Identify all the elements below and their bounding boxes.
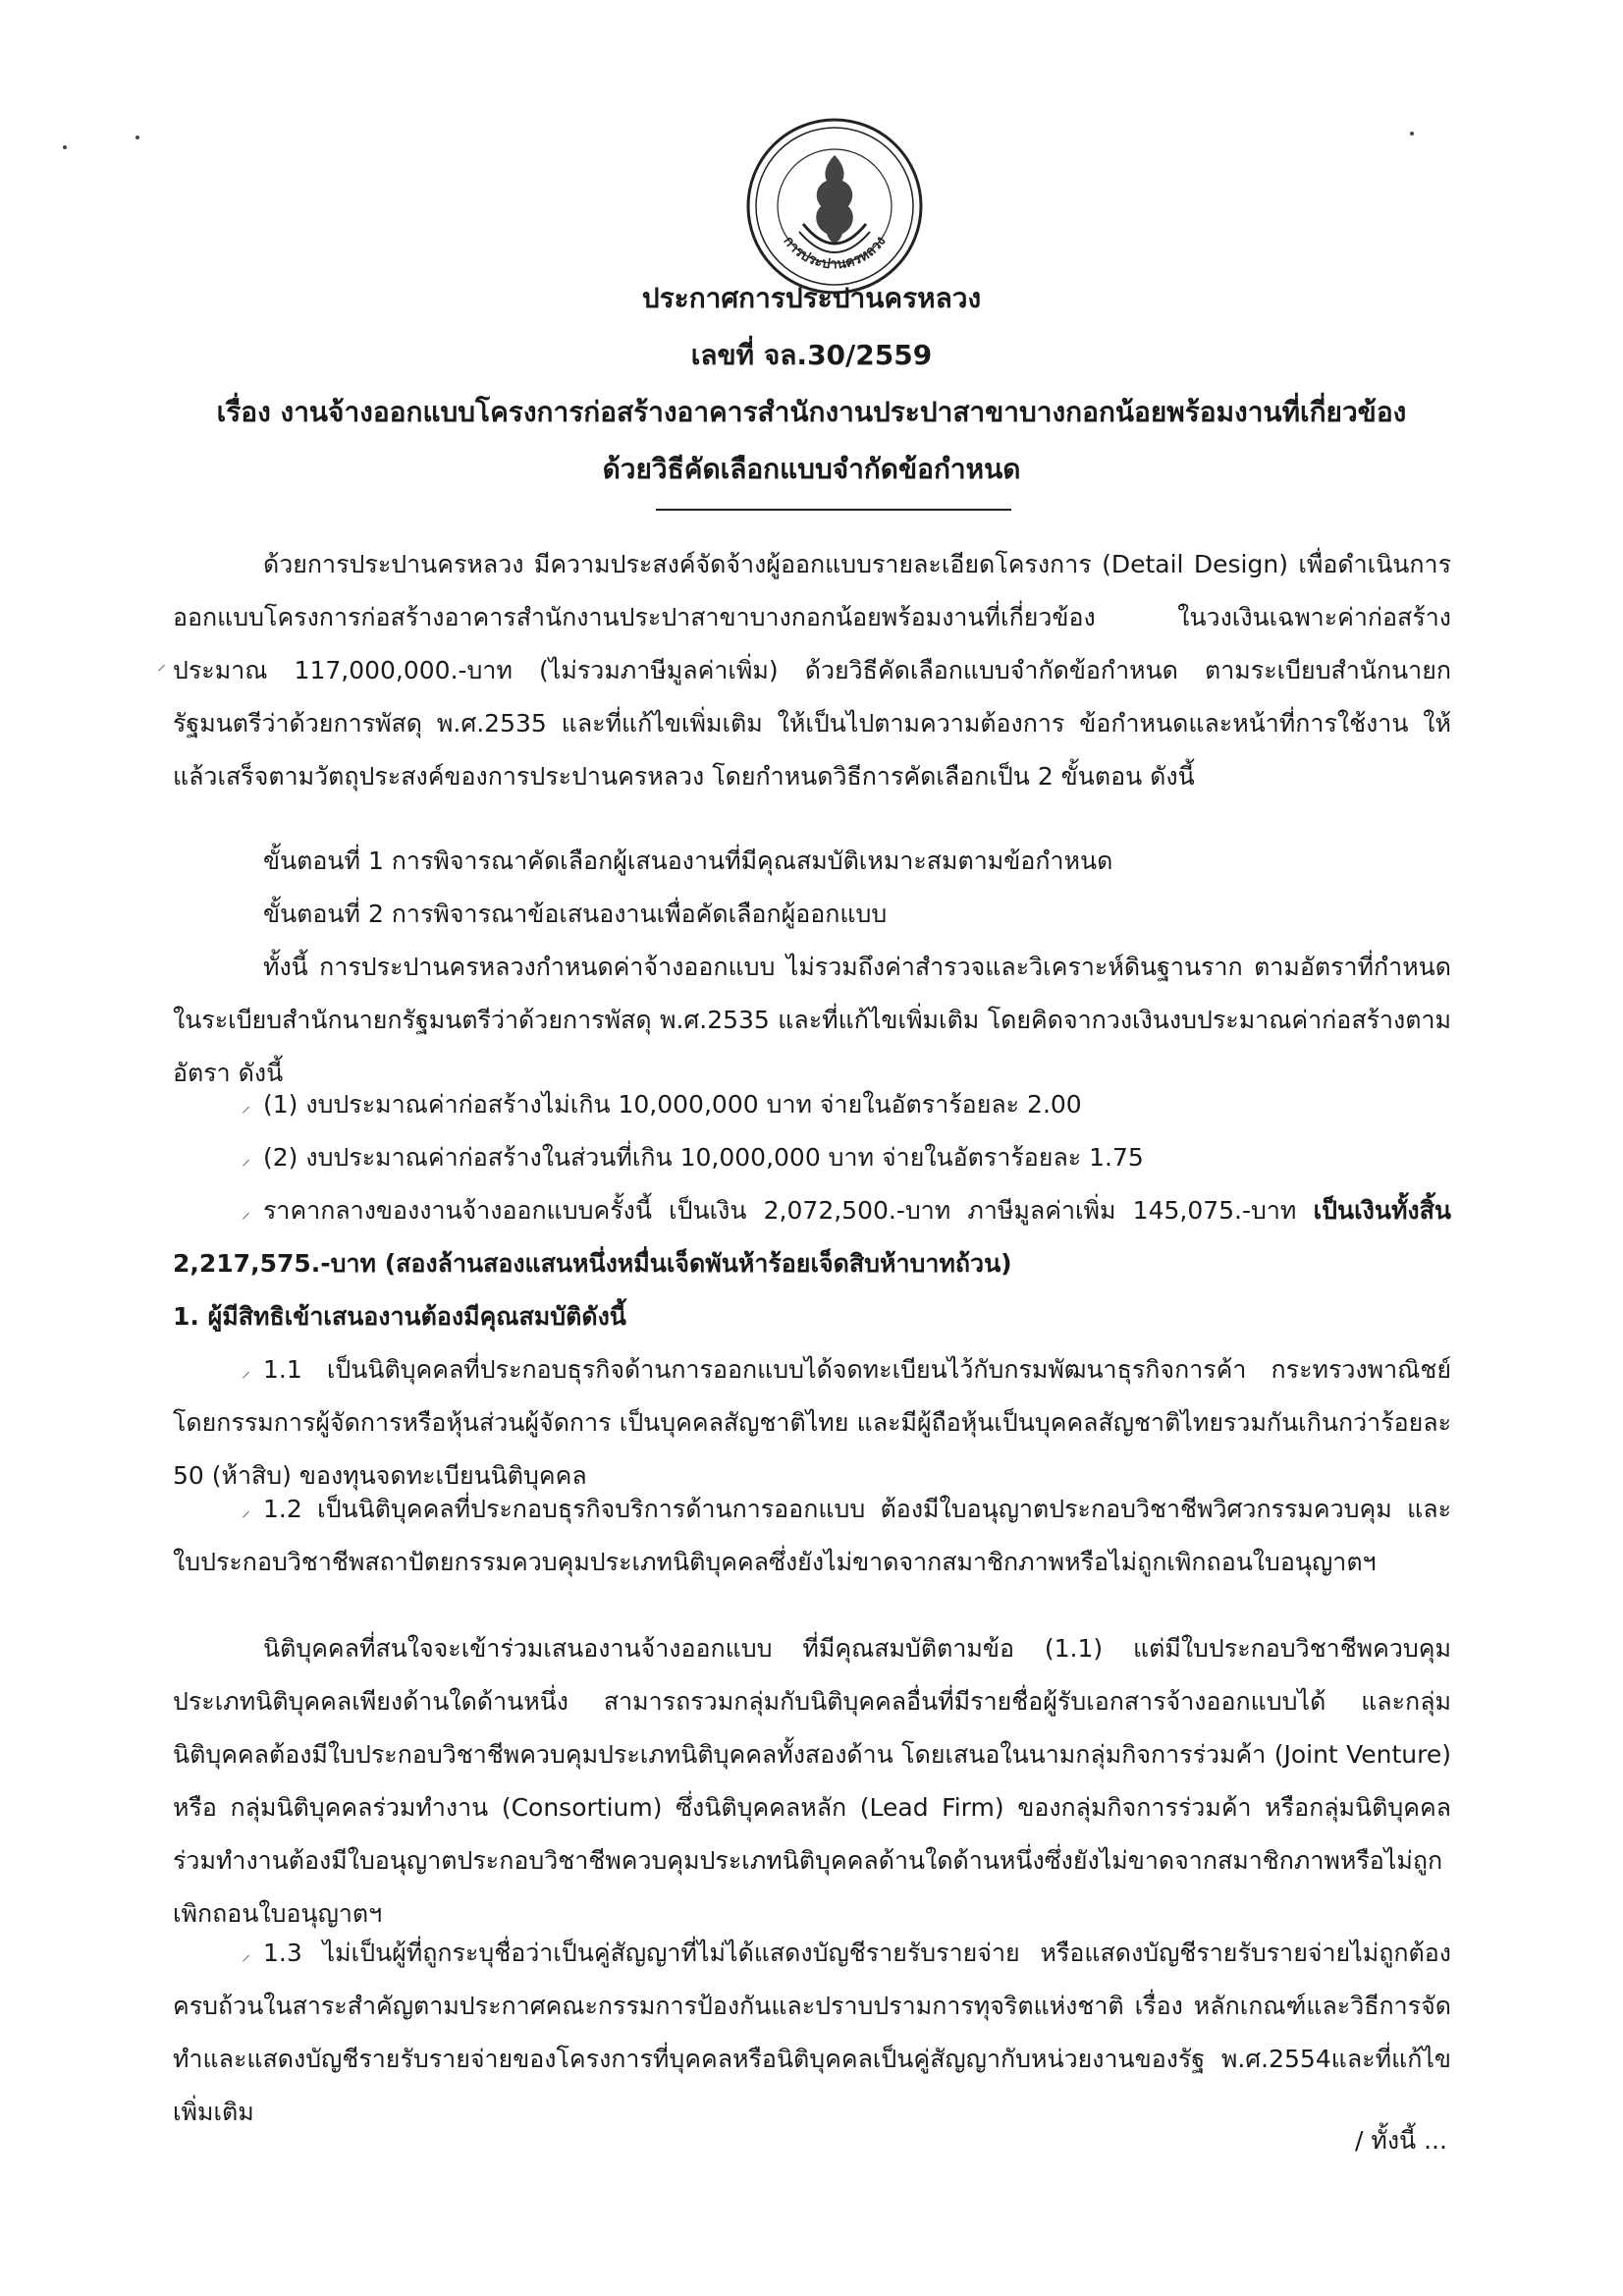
review-tick-mark: ⸝ <box>242 1944 250 1965</box>
fee-rate-1: (1) งบประมาณค่าก่อสร้างไม่เกิน 10,000,000 บาท จ่ายในอัตราร้อยละ 2.00 <box>263 1090 1082 1119</box>
review-tick-mark: ⸝ <box>157 654 166 675</box>
fee-rate-2: (2) งบประมาณค่าก่อสร้างในส่วนที่เกิน 10,000,000 บาท จ่ายในอัตราร้อยละ 1.75 <box>263 1143 1144 1172</box>
qualification-1-1: 1.1 เป็นนิติบุคคลที่ประกอบธุรกิจด้านการออกแบบได้จดทะเบียนไว้กับกรมพัฒนาธุรกิจการค้า กระทรวงพาณิชย์ โดยกรรมการผู้จัดการหรือหุ้นส่วนผู้จัดการ เป็นบุคคลสัญชาติไทย และมีผู้ถือหุ้นเป็นบุคคลสัญชาติไทยรวมกันเกินกว่าร้อยละ 50 (ห้าสิบ) ของทุนจดทะเบียนนิติบุคคล <box>173 1355 1451 1490</box>
scan-speck <box>63 145 67 149</box>
step-1-text: ขั้นตอนที่ 1 การพิจารณาคัดเลือกผู้เสนองานที่มีคุณสมบัติเหมาะสมตามข้อกำหนด <box>263 847 1113 875</box>
svg-text:การประปานครหลวง: การประปานครหลวง <box>780 233 890 273</box>
continuation-marker: / ทั้งนี้ ... <box>1355 2126 1447 2155</box>
qualification-1-2: 1.2 เป็นนิติบุคคลที่ประกอบธุรกิจบริการด้านการออกแบบ ต้องมีใบอนุญาตประกอบวิชาชีพวิศวกรรมควบคุม และใบประกอบวิชาชีพสถาปัตยกรรมควบคุมประเภทนิติบุคคลซึ่งยังไม่ขาดจากสมาชิกภาพหรือไม่ถูกเพิกถอนใบอนุญาตฯ <box>173 1495 1451 1576</box>
intro-paragraph: ด้วยการประปานครหลวง มีความประสงค์จัดจ้างผู้ออกแบบรายละเอียดโครงการ (Detail Design) เพื่อดำเนินการออกแบบโครงการก่อสร้างอาคารสำนักงานประปาสาขาบางกอกน้อยพร้อมงานที่เกี่ยวข้อง ในวงเงินเฉพาะค่าก่อสร้างประมาณ 117,000,000.-บาท (ไม่รวมภาษีมูลค่าเพิ่ม) ด้วยวิธีคัดเลือกแบบจำกัดข้อกำหนด ตามระเบียบสำนักนายกรัฐมนตรีว่าด้วยการพัสดุ พ.ศ.2535 และที่แก้ไขเพิ่มเติม ให้เป็นไปตามความต้องการ ข้อกำหนดและหน้าที่การใช้งาน ให้แล้วเสร็จตามวัตถุประสงค์ของการประปานครหลวง โดยกำหนดวิธีการคัดเลือกเป็น 2 ขั้นตอน ดังนี้ <box>173 550 1451 791</box>
title-divider <box>656 509 1011 511</box>
announcement-agency: ประกาศการประปานครหลวง <box>641 282 982 314</box>
review-tick-mark: ⸝ <box>242 1149 250 1170</box>
section-1-title: 1. ผู้มีสิทธิเข้าเสนองานต้องมีคุณสมบัติดังนี้ <box>173 1302 626 1331</box>
announcement-number: เลขที่ จล.30/2559 <box>690 339 933 371</box>
scan-speck <box>135 136 139 139</box>
total-price-text: เป็นเงินทั้งสิ้น 2,217,575.-บาท (สองล้านสองแสนหนึ่งหมื่นเจ็ดพันห้าร้อยเจ็ดสิบห้าบาทถ้วน) <box>173 1196 1451 1278</box>
median-price-text: ราคากลางของงานจ้างออกแบบครั้งนี้ เป็นเงิน 2,072,500.-บาท ภาษีมูลค่าเพิ่ม 145,075.-บาท <box>263 1196 1314 1225</box>
design-fee-note: ทั้งนี้ การประปานครหลวงกำหนดค่าจ้างออกแบบ ไม่รวมถึงค่าสำรวจและวิเคราะห์ดินฐานราก ตามอัตราที่กำหนดในระเบียบสำนักนายกรัฐมนตรีว่าด้วยการพัสดุ พ.ศ.2535 และที่แก้ไขเพิ่มเติม โดยคิดจากวงเงินงบประมาณค่าก่อสร้างตามอัตรา ดังนี้ <box>173 953 1451 1087</box>
step-2-text: ขั้นตอนที่ 2 การพิจารณาข้อเสนองานเพื่อคัดเลือกผู้ออกแบบ <box>263 900 888 928</box>
review-tick-mark: ⸝ <box>242 1202 250 1223</box>
mwa-seal-logo <box>744 116 925 297</box>
review-tick-mark: ⸝ <box>242 1096 250 1117</box>
median-price-paragraph <box>173 1184 1451 1290</box>
joint-venture-paragraph: นิติบุคคลที่สนใจจะเข้าร่วมเสนองานจ้างออกแบบ ที่มีคุณสมบัติตามข้อ (1.1) แต่มีใบประกอบวิชาชีพควบคุมประเภทนิติบุคคลเพียงด้านใดด้านหนึ่ง สามารถรวมกลุ่มกับนิติบุคคลอื่นที่มีรายชื่อผู้รับเอกสารจ้างออกแบบได้ และกลุ่มนิติบุคคลต้องมีใบประกอบวิชาชีพควบคุมประเภทนิติบุคคลทั้งสองด้าน โดยเสนอในนามกลุ่มกิจการร่วมค้า (Joint Venture) หรือ กลุ่มนิติบุคคลร่วมทำงาน (Consortium) ซึ่งนิติบุคคลหลัก (Lead Firm) ของกลุ่มกิจการร่วมค้า หรือกลุ่มนิติบุคคลร่วมทำงานต้องมีใบอนุญาตประกอบวิชาชีพควบคุมประเภทนิติบุคคลด้านใดด้านหนึ่งซึ่งยังไม่ขาดจากสมาชิกภาพหรือไม่ถูกเพิกถอนใบอนุญาตฯ <box>173 1634 1451 1928</box>
qualification-1-3: 1.3 ไม่เป็นผู้ที่ถูกระบุชื่อว่าเป็นคู่สัญญาที่ไม่ได้แสดงบัญชีรายรับรายจ่าย หรือแสดงบัญชีรายรับรายจ่ายไม่ถูกต้องครบถ้วนในสาระสำคัญตามประกาศคณะกรรมการป้องกันและปราบปรามการทุจริตแห่งชาติ เรื่อง หลักเกณฑ์และวิธีการจัดทำและแสดงบัญชีรายรับรายจ่ายของโครงการที่บุคคลหรือนิติบุคคลเป็นคู่สัญญากับหน่วยงานของรัฐ พ.ศ.2554และที่แก้ไขเพิ่มเติม <box>173 1939 1451 2126</box>
scan-speck <box>1410 132 1414 136</box>
review-tick-mark: ⸝ <box>242 1361 250 1382</box>
announcement-subject: เรื่อง งานจ้างออกแบบโครงการก่อสร้างอาคารสำนักงานประปาสาขาบางกอกน้อยพร้อมงานที่เกี่ยวข้อง <box>216 396 1407 428</box>
review-tick-mark: ⸝ <box>242 1501 250 1521</box>
announcement-method: ด้วยวิธีคัดเลือกแบบจำกัดข้อกำหนด <box>602 453 1021 485</box>
